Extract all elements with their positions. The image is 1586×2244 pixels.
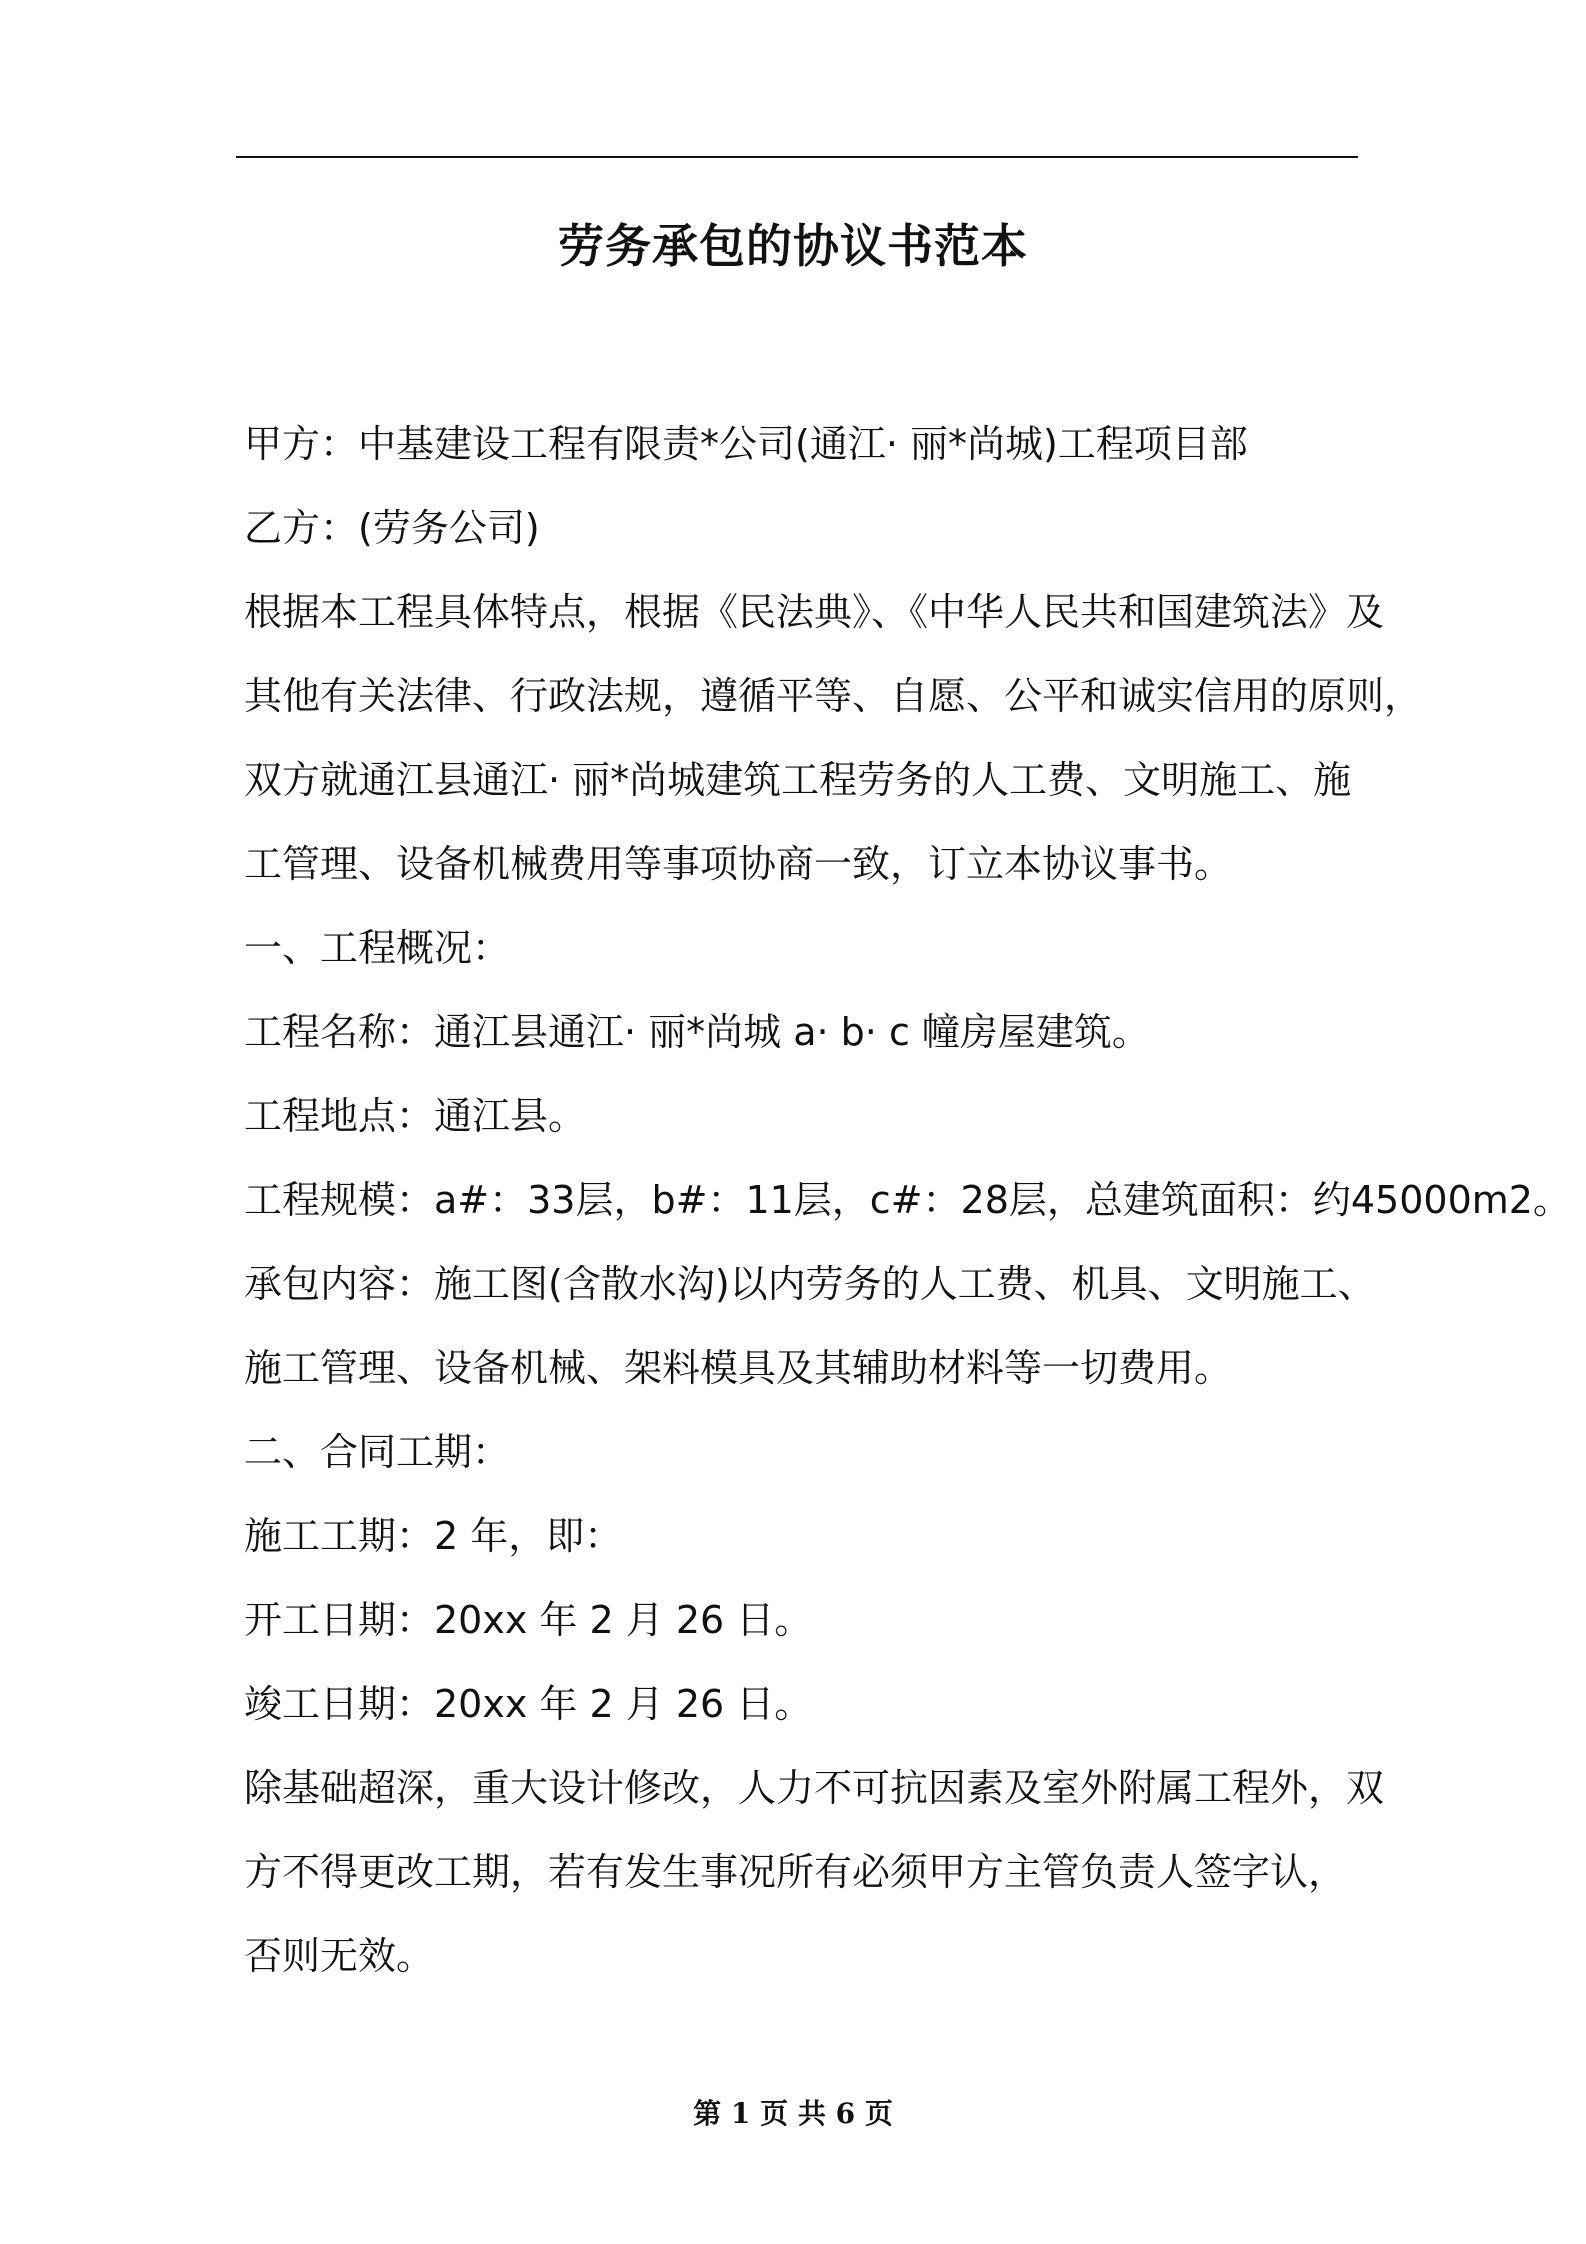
document-body	[244, 402, 1571, 1998]
paragraph-line-duration: 施工工期：2 年，即：	[244, 1514, 623, 1558]
paragraph-line: 根据本工程具体特点，根据《民法典》、《中华人民共和国建筑法》及	[244, 590, 1385, 634]
paragraph-line-party-b: 乙方：(劳务公司)	[244, 506, 540, 550]
paragraph-line: 除基础超深，重大设计修改，人力不可抗因素及室外附属工程外，双	[244, 1766, 1385, 1810]
page-number-footer: 第 1 页 共 6 页	[693, 2097, 893, 2130]
paragraph-line-completion-date: 竣工日期：20xx 年 2 月 26 日。	[244, 1682, 813, 1726]
paragraph-line: 施工管理、设备机械、架料模具及其辅助材料等一切费用。	[244, 1346, 1233, 1390]
paragraph-line-project-scale: 工程规模：a#：33层，b#：11层，c#：28层，总建筑面积：约45000m2。	[244, 1178, 1571, 1222]
paragraph-line-project-name: 工程名称：通江县通江· 丽*尚城 a· b· c 幢房屋建筑。	[244, 1010, 1150, 1054]
document-title: 劳务承包的协议书范本	[558, 219, 1028, 273]
paragraph-line: 双方就通江县通江· 丽*尚城建筑工程劳务的人工费、文明施工、施	[244, 758, 1352, 802]
section-heading-project-overview: 一、工程概况：	[244, 926, 511, 970]
paragraph-line: 方不得更改工期，若有发生事况所有必须甲方主管负责人签字认，	[244, 1850, 1347, 1894]
section-heading-contract-period: 二、合同工期：	[244, 1430, 511, 1474]
paragraph-line: 工管理、设备机械费用等事项协商一致，订立本协议事书。	[244, 842, 1233, 886]
paragraph-line-start-date: 开工日期：20xx 年 2 月 26 日。	[244, 1598, 813, 1642]
paragraph-line: 否则无效。	[244, 1934, 435, 1978]
paragraph-line-project-location: 工程地点：通江县。	[244, 1094, 587, 1138]
header-rule	[236, 156, 1358, 158]
paragraph-line: 其他有关法律、行政法规，遵循平等、自愿、公平和诚实信用的原则，	[244, 674, 1423, 718]
paragraph-line-party-a: 甲方：中基建设工程有限责*公司(通江· 丽*尚城)工程项目部	[244, 422, 1248, 466]
paragraph-line-scope: 承包内容：施工图(含散水沟)以内劳务的人工费、机具、文明施工、	[244, 1262, 1376, 1306]
